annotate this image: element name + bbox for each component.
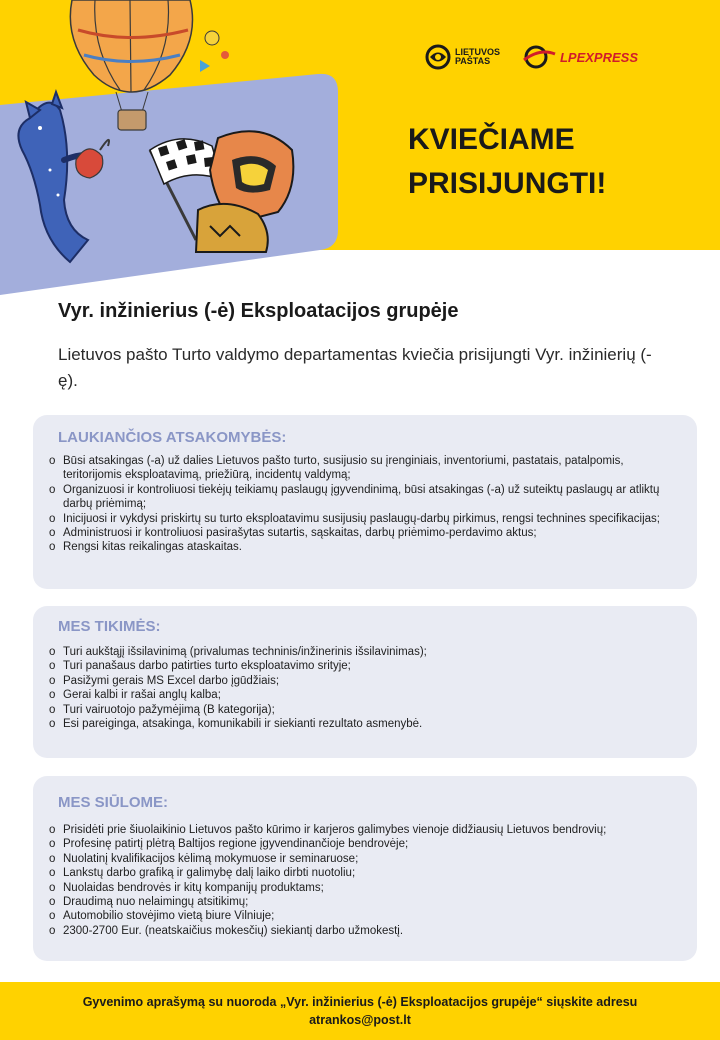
list-item-text: Lankstų darbo grafiką ir galimybę dalį laiko dirbti nuotoliu; bbox=[63, 867, 356, 880]
bullet-circle-icon: o bbox=[49, 852, 56, 865]
bullet-circle-icon: o bbox=[49, 910, 56, 923]
section-title: MES SIŪLOME: bbox=[58, 794, 169, 811]
bullet-circle-icon: o bbox=[49, 867, 56, 880]
hero-art bbox=[0, 0, 340, 295]
list-item-text: Administruosi ir kontroliuosi pasirašytas sutartis, sąskaitas, darbų priėmimo-perdavimo aktus; bbox=[63, 527, 537, 540]
bullet-circle-icon: o bbox=[49, 646, 56, 658]
section-requirements bbox=[33, 606, 697, 758]
lpexpress-logo[interactable] bbox=[522, 44, 638, 70]
list-item bbox=[49, 703, 683, 717]
list-item-text: Turi vairuotojo pažymėjimą (B kategorija); bbox=[63, 703, 275, 716]
list-item bbox=[49, 540, 683, 554]
list-item bbox=[49, 823, 683, 837]
job-intro: Lietuvos pašto Turto valdymo departamentas kviečia prisijungti Vyr. inžinierių (-ę). bbox=[58, 345, 652, 390]
list-item bbox=[49, 852, 683, 866]
bullet-circle-icon: o bbox=[49, 541, 56, 554]
list-item-text: Organizuosi ir kontroliuosi tiekėjų teikiamų paslaugų įgyvendinimą, būsi atsakingas (-a) už suteiktų paslaugų ar atliktų darbų priėmimą; bbox=[63, 483, 660, 511]
list-item bbox=[49, 526, 683, 540]
list-item-text: Inicijuosi ir vykdysi priskirtų su turto eksploatavimu susijusių paslaugų-darbų pirkimus, rengsi technines specifikacijas; bbox=[63, 512, 660, 525]
list-item bbox=[49, 881, 683, 895]
list-item-text: Būsi atsakingas (-a) už dalies Lietuvos pašto turto, susijusio su įrenginiais, inventoriumi, pastatais, patalpomis, teritorijomis eksploatavimą, priežiūrą, incidentų valdymą; bbox=[63, 455, 624, 482]
list-item-text: Automobilio stovėjimo vietą biure Vilniuje; bbox=[63, 910, 275, 923]
list-item-text: Pasižymi gerais MS Excel darbo įgūdžiais; bbox=[63, 674, 280, 687]
post-horn-icon bbox=[425, 44, 451, 70]
list-item bbox=[49, 674, 683, 688]
list-item-text: Draudimą nuo nelaimingų atsitikimų; bbox=[63, 896, 249, 909]
list-item bbox=[49, 895, 683, 909]
list-item bbox=[49, 688, 683, 702]
section-title: MES TIKIMĖS: bbox=[58, 618, 161, 635]
bullet-circle-icon: o bbox=[49, 824, 56, 836]
footer-email-link[interactable]: atrankos@post.lt bbox=[309, 1013, 411, 1027]
headline bbox=[408, 118, 606, 206]
bullet-circle-icon: o bbox=[49, 483, 56, 496]
list-item bbox=[49, 837, 683, 851]
list-item-text: Turi panašaus darbo patirties turto eksploatavimo srityje; bbox=[63, 660, 351, 673]
logo-lpx-text: LPEXPRESS bbox=[559, 49, 638, 65]
bullet-circle-icon: o bbox=[49, 527, 56, 540]
list-item bbox=[49, 866, 683, 880]
bullet-circle-icon: o bbox=[49, 689, 56, 702]
list-item-text: Turi aukštąjį išsilavinimą (privalumas techninis/inžinerinis išsilavinimas); bbox=[63, 646, 427, 658]
list-item bbox=[49, 924, 683, 938]
bullet-circle-icon: o bbox=[49, 660, 56, 673]
logo-lp-line1: LIETUVOS bbox=[454, 47, 500, 57]
list-item bbox=[49, 717, 683, 731]
section-title: LAUKIANČIOS ATSAKOMYBĖS: bbox=[58, 429, 287, 446]
bullet-circle-icon: o bbox=[49, 838, 56, 851]
headline-line2: PRISIJUNGTI! bbox=[408, 167, 607, 200]
list-item-text: Profesinę patirtį plėtrą Baltijos regione įgyvendinančioje bendrovėje; bbox=[63, 838, 409, 851]
footer-banner bbox=[0, 982, 720, 1040]
list-item bbox=[49, 512, 683, 526]
list-item bbox=[49, 909, 683, 923]
bullet-circle-icon: o bbox=[49, 455, 56, 467]
hero-illustration bbox=[0, 0, 340, 295]
list-item-text: Gerai kalbi ir rašai anglų kalba; bbox=[63, 689, 221, 702]
list-item-text: 2300-2700 Eur. (neatskaičius mokesčių) siekiantį darbo užmokestį. bbox=[63, 924, 404, 937]
logo-lp-text bbox=[455, 48, 500, 66]
bullet-circle-icon: o bbox=[49, 881, 56, 894]
lietuvos-pastas-logo[interactable] bbox=[425, 44, 500, 70]
bullet-circle-icon: o bbox=[49, 924, 56, 937]
logo-lp-line2: PAŠTAS bbox=[454, 56, 491, 66]
job-title: Vyr. inžinierius (-ė) Eksploatacijos grupėje bbox=[58, 300, 459, 322]
list-item bbox=[49, 483, 683, 512]
list-item bbox=[49, 659, 683, 673]
requirements-list bbox=[49, 645, 683, 731]
list-item-text: Prisidėti prie šiuolaikinio Lietuvos pašto kūrimo ir karjeros galimybes vienoje didžiausių Lietuvos bendrovių; bbox=[63, 824, 607, 836]
headline-line1: KVIEČIAME bbox=[408, 123, 575, 156]
lpexpress-swoosh-icon bbox=[522, 44, 556, 70]
bullet-circle-icon: o bbox=[49, 674, 56, 687]
bullet-circle-icon: o bbox=[49, 718, 56, 731]
bullet-circle-icon: o bbox=[49, 512, 56, 525]
list-item-text: Nuolatinį kvalifikacijos kėlimą mokymuose ir seminaruose; bbox=[63, 852, 359, 865]
footer-instruction: Gyvenimo aprašymą su nuoroda „Vyr. inžinierius (-ė) Eksploatacijos grupėje“ siųskite adresu bbox=[82, 995, 638, 1009]
brand-logos bbox=[425, 44, 638, 70]
offer-list bbox=[49, 823, 683, 938]
list-item-text: Esi pareiginga, atsakinga, komunikabili ir siekianti rezultato asmenybė. bbox=[63, 718, 423, 731]
list-item bbox=[49, 454, 683, 483]
list-item-text: Rengsi kitas reikalingas ataskaitas. bbox=[63, 541, 242, 554]
responsibilities-list bbox=[49, 454, 683, 555]
list-item bbox=[49, 645, 683, 659]
list-item-text: Nuolaidas bendrovės ir kitų kompanijų produktams; bbox=[63, 881, 324, 894]
section-responsibilities bbox=[33, 415, 697, 589]
bullet-circle-icon: o bbox=[49, 896, 56, 909]
bullet-circle-icon: o bbox=[49, 703, 56, 716]
section-offer bbox=[33, 776, 697, 961]
